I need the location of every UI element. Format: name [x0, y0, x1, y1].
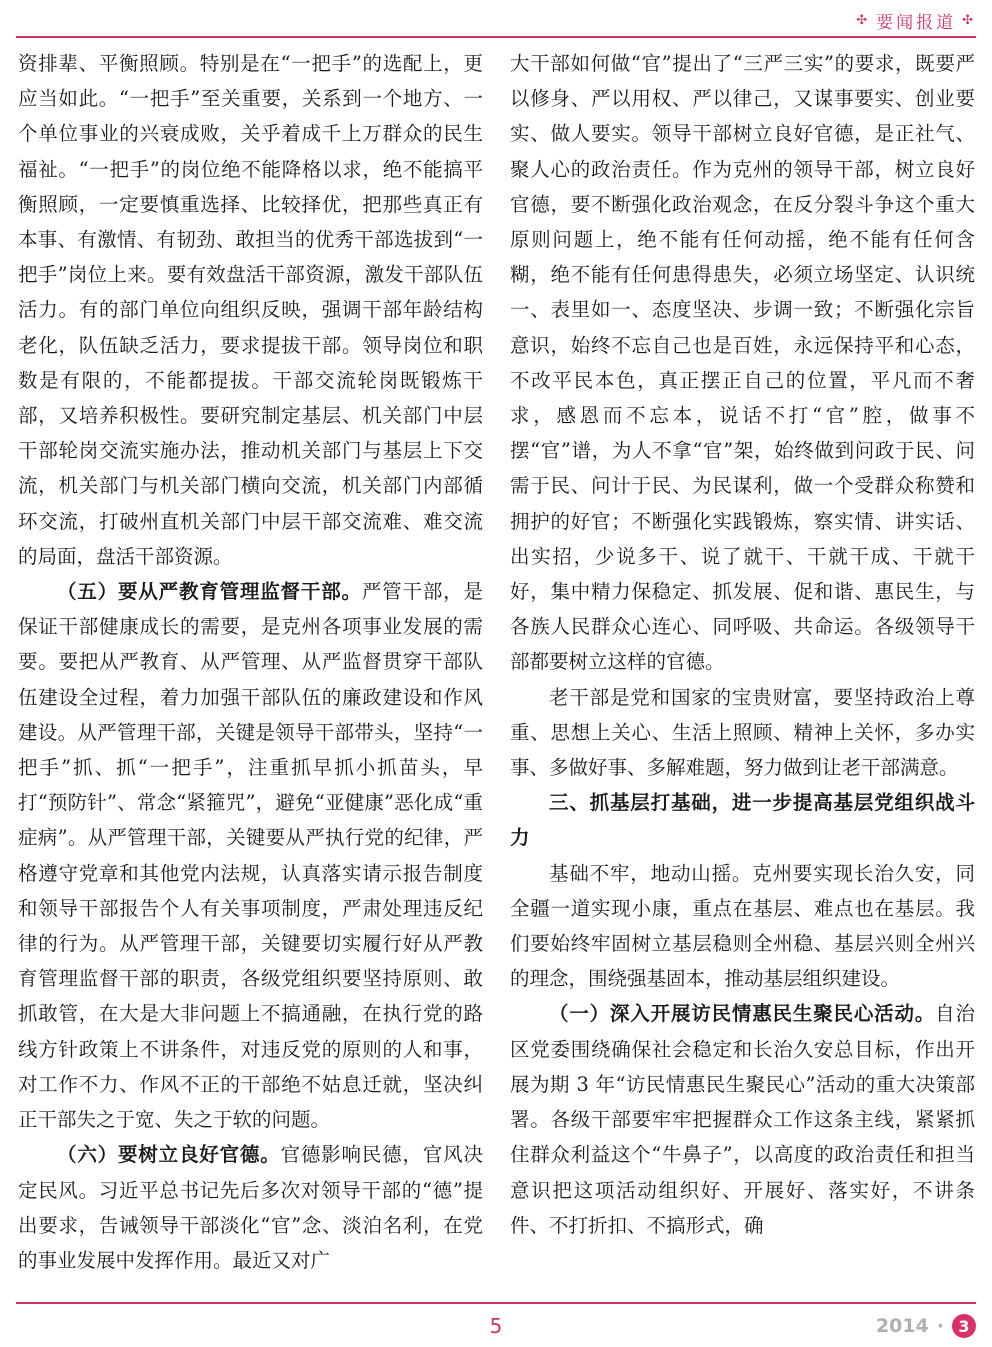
paragraph — [18, 574, 483, 1137]
section-header — [856, 8, 976, 33]
paragraph-body: 严管干部，是保证干部健康成长的需要，是克州各项事业发展的需要。要把从严教育、从严管理、从严监督贯穿干部队伍建设全过程，着力加强干部队伍的廉政建设和作风建设。从严管理干部，关键是领导干部带头，坚持“一把手”抓、抓“一把手”，注重抓早抓小抓苗头，早打“预防针”、常念“紧箍咒”，避免“亚健康”恶化成“重症病”。从严管理干部，关键要从严执行党的纪律，严格遵守党章和其他党内法规，认真落实请示报告制度和领导干部报告个人有关事项制度，严肃处理违反纪律的行为。从严管理干部，关键要切实履行好从严教育管理监督干部的职责，各级党组织要坚持原则、敢抓敢管，在大是大非问题上不搞通融，在执行党的路线方针政策上不讲条件，对违反党的原则的人和事，对工作不力、作风不正的干部绝不姑息迁就，坚决纠正干部失之于宽、失之于软的问题。 — [18, 580, 483, 1132]
footer-rule — [16, 1302, 976, 1304]
cross-ornament-icon: ✣ — [856, 13, 871, 28]
paragraph: 大干部如何做“官”提出了“三严三实”的要求，既要严以修身、严以用权、严以律己，又谋事要实、创业要实、做人要实。领导干部树立良好官德，是正社气、聚人心的政治责任。作为克州的领导干部，树立良好官德，要不断强化政治观念，在反分裂斗争这个重大原则问题上，绝不能有任何动摇，绝不能有任何含糊，绝不能有任何患得患失，必须立场坚定、认识统一、表里如一、态度坚决、步调一致；不断强化宗旨意识，始终不忘自己也是百姓，永远保持平和心态，不改平民本色，真正摆正自己的位置，平凡而不奢求，感恩而不忘本，说话不打“官”腔，做事不摆“官”谱，为人不拿“官”架，始终做到问政于民、问需于民、问计于民、为民谋利，做一个受群众称赞和拥护的好官；不断强化实践锻炼，察实情、讲实话、出实招，少说多干、说了就干、干就干成、干就干好，集中精力保稳定、抓发展、促和谐、惠民生，与各族人民群众心连心、同呼吸、共命运。各级领导干部都要树立这样的官德。 — [510, 52, 975, 674]
paragraph-lead: （五）要从严教育管理监督干部。 — [57, 580, 362, 604]
issue-separator: · — [936, 1315, 944, 1337]
left-column — [18, 46, 483, 1278]
issue-year: 2014 — [875, 1315, 929, 1337]
cross-ornament-icon: ✣ — [962, 13, 976, 28]
issue-label — [876, 1314, 976, 1338]
paragraph-body: 官德影响民德，官风决定民风。习近平总书记先后多次对领导干部的“德”提出要求，告诫领导干部淡化“官”念、淡泊名利，在党的事业发展中发挥作用。最近又对广 — [18, 1143, 483, 1272]
paragraph — [18, 1137, 483, 1278]
paragraph: 基础不牢，地动山摇。克州要实现长治久安，同全疆一道实现小康，重点在基层、难点也在基层。我们要始终牢固树立基层稳则全州稳、基层兴则全州兴的理念，围绕强基固本，推动基层组织建设。 — [510, 861, 975, 991]
paragraph — [510, 996, 975, 1242]
paragraph-lead: （六）要树立良好官德。 — [57, 1143, 281, 1167]
paragraph-body: 自治区党委围绕确保社会稳定和长治久安总目标，作出开展为期 3 年“访民情惠民生聚民心”活动的重大决策部署。各级干部要牢牢把握群众工作这条主线，紧紧抓住群众利益这个“牛鼻子”，以高度的政治责任和担当意识把这项活动组织好、开展好、落实好，不讲条件、不打折扣、不搞形式，确 — [510, 1002, 975, 1237]
section-heading: 三、抓基层打基础，进一步提高基层党组织战斗力 — [510, 791, 975, 850]
paragraph: 老干部是党和国家的宝贵财富，要坚持政治上尊重、思想上关心、生活上照顾、精神上关怀，多办实事、多做好事、多解难题，努力做到让老干部满意。 — [510, 685, 975, 780]
header-rule — [16, 36, 976, 38]
page-number: 5 — [489, 1314, 503, 1338]
section-title: 要闻报道 — [876, 13, 957, 33]
paragraph-lead: （一）深入开展访民情惠民生聚民心活动。 — [549, 1002, 936, 1026]
right-column — [510, 46, 975, 1243]
paragraph: 资排辈、平衡照顾。特别是在“一把手”的选配上，更应当如此。“一把手”至关重要，关系到一个地方、一个单位事业的兴衰成败，关乎着成千上万群众的民生福祉。“一把手”的岗位绝不能降格以求，绝不能搞平衡照顾，一定要慎重选择、比较择优，把那些真正有本事、有激情、有韧劲、敢担当的优秀干部选拔到“一把手”岗位上来。要有效盘活干部资源，激发干部队伍活力。有的部门单位向组织反映，强调干部年龄结构老化，队伍缺乏活力，要求提拔干部。领导岗位和职数是有限的，不能都提拔。干部交流轮岗既锻炼干部，又培养积极性。要研究制定基层、机关部门中层干部轮岗交流实施办法，推动机关部门与基层上下交流，机关部门与机关部门横向交流，机关部门内部循环交流，打破州直机关部门中层干部交流难、难交流的局面，盘活干部资源。 — [18, 52, 483, 568]
issue-number-badge: 3 — [952, 1314, 976, 1338]
